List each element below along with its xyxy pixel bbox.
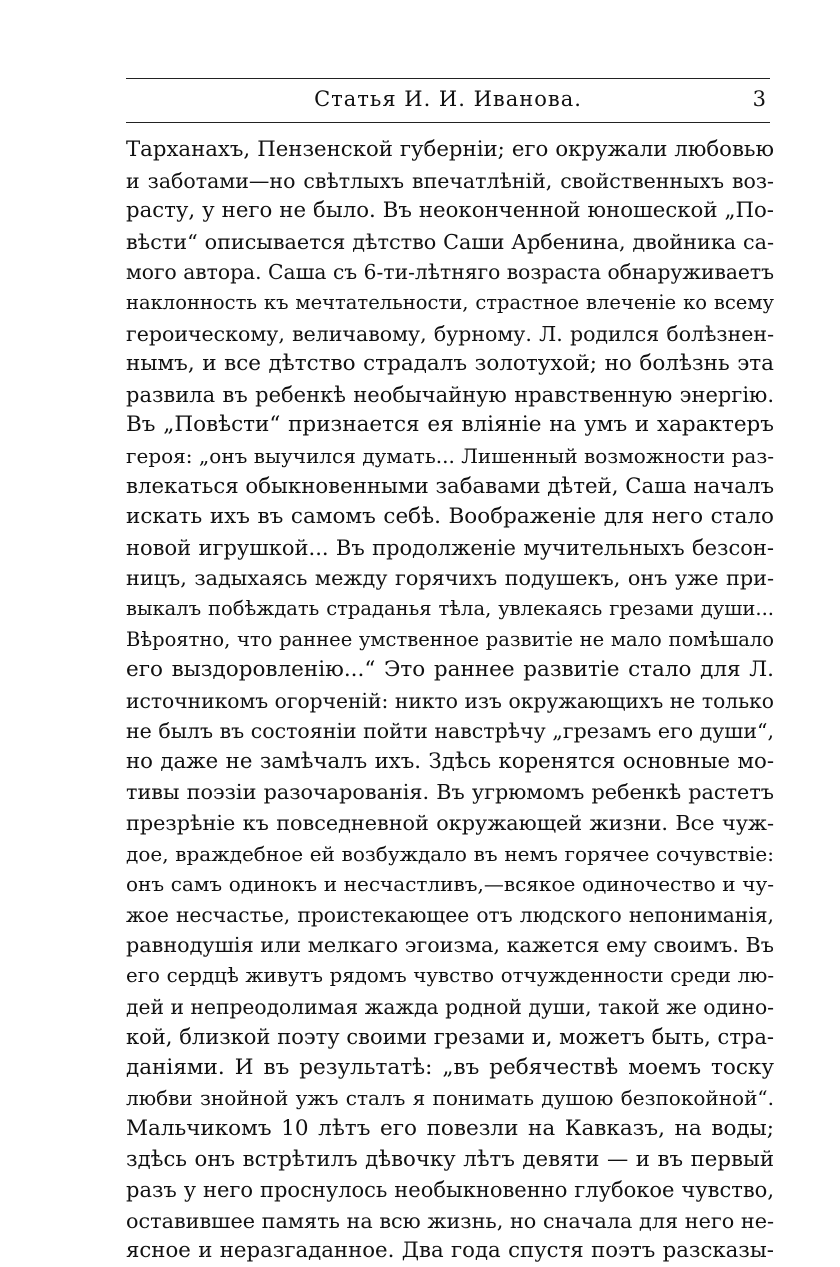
text-line: Тарханахъ, Пензенской губерніи; его окружали любовью <box>126 137 774 162</box>
text-line: вѣсти“ описывается дѣтство Саши Арбенина, двойника са- <box>126 229 774 254</box>
text-line: влекаться обыкновенными забавами дѣтей, Саша началъ <box>126 473 774 499</box>
text-line: наклонность къ мечтательности, страстное влеченіе ко всему <box>126 290 774 314</box>
text-line: но даже не замѣчалъ ихъ. Здѣсь коренятся основные мо- <box>126 748 774 774</box>
text-line: ницъ, задыхаясь между горячихъ подушекъ, онъ уже при- <box>126 566 774 591</box>
text-line: здѣсь онъ встрѣтилъ дѣвочку лѣтъ девяти — и въ первый <box>126 1146 774 1172</box>
text-line: не былъ въ состояніи пойти навстрѣчу „грезамъ его души“, <box>126 719 774 744</box>
text-line: расту, у него не было. Въ неоконченной юношеской „По- <box>126 198 774 224</box>
text-line: выкалъ побѣждать страданья тѣла, увлекаясь грезами души... <box>126 596 774 620</box>
page-header <box>126 78 770 128</box>
text-line: презрѣніе къ повседневной окружающей жизни. Все чуж- <box>126 811 774 836</box>
text-line: тивы поэзіи разочарованія. Въ угрюмомъ ребенкѣ растетъ <box>126 780 774 805</box>
text-line: героическому, величавому, бурному. Л. родился болѣзнен- <box>126 321 774 346</box>
page-number: 3 <box>752 87 766 111</box>
text-line: искать ихъ въ самомъ себѣ. Воображеніе для него стало <box>126 504 774 530</box>
text-line: его сердцѣ живутъ рядомъ чувство отчужденности среди лю- <box>126 964 774 988</box>
text-line: жое несчастье, проистекающее отъ людского непониманія, <box>126 902 774 927</box>
text-line: Вѣроятно, что раннее умственное развитіе не мало помѣшало <box>126 627 774 651</box>
text-line: разъ у него проснулось необыкновенно глубокое чувство, <box>126 1178 774 1203</box>
text-line: дое, враждебное ей возбуждало въ немъ горячее сочувствіе: <box>126 841 774 866</box>
running-title: Статья И. И. Иванова. <box>314 87 582 111</box>
text-line: источникомъ огорченій: никто изъ окружающихъ не только <box>126 688 774 713</box>
header-bottom-rule <box>126 122 770 123</box>
text-line: кой, близкой поэту своими грезами и, можетъ быть, стра- <box>126 1025 774 1050</box>
text-line: даніями. И въ результатѣ: „въ ребячествѣ моемъ тоску <box>126 1054 774 1080</box>
text-line: Мальчикомъ 10 лѣтъ его повезли на Кавказъ, на воды; <box>126 1116 774 1141</box>
text-line: новой игрушкой... Въ продолженіе мучительныхъ безсон- <box>126 535 774 560</box>
text-line: развила въ ребенкѣ необычайную нравственную энергію. <box>126 382 774 407</box>
header-top-rule <box>126 78 770 79</box>
body-text <box>126 135 774 1267</box>
text-line: нымъ, и все дѣтство страдалъ золотухой; но болѣзнь эта <box>126 351 774 377</box>
text-line: героя: „онъ выучился думать... Лишенный возможности раз- <box>126 443 774 468</box>
text-line: мого автора. Саша съ 6-ти-лѣтняго возраста обнаруживаетъ <box>126 260 774 285</box>
text-line: оставившее память на всю жизнь, но сначала для него не- <box>126 1208 774 1233</box>
text-line: ясное и неразгаданное. Два года спустя поэтъ разсказы- <box>126 1238 774 1264</box>
text-line: онъ самъ одинокъ и несчастливъ,—всякое одиночество и чу- <box>126 872 774 897</box>
text-line: дей и непреодолимая жажда родной души, такой же одино- <box>126 994 774 1019</box>
text-line: равнодушія или мелкаго эгоизма, кажется ему своимъ. Въ <box>126 933 774 958</box>
text-line: его выздоровленію...“ Это раннее развитіе стало для Л. <box>126 657 774 683</box>
text-line: любви знойной ужъ сталъ я понимать душою безпокойной“. <box>126 1086 774 1111</box>
text-line: Въ „Повѣсти“ признается ея вліяніе на умъ и характеръ <box>126 412 774 438</box>
text-line: и заботами—но свѣтлыхъ впечатлѣній, свойственныхъ воз- <box>126 168 774 193</box>
